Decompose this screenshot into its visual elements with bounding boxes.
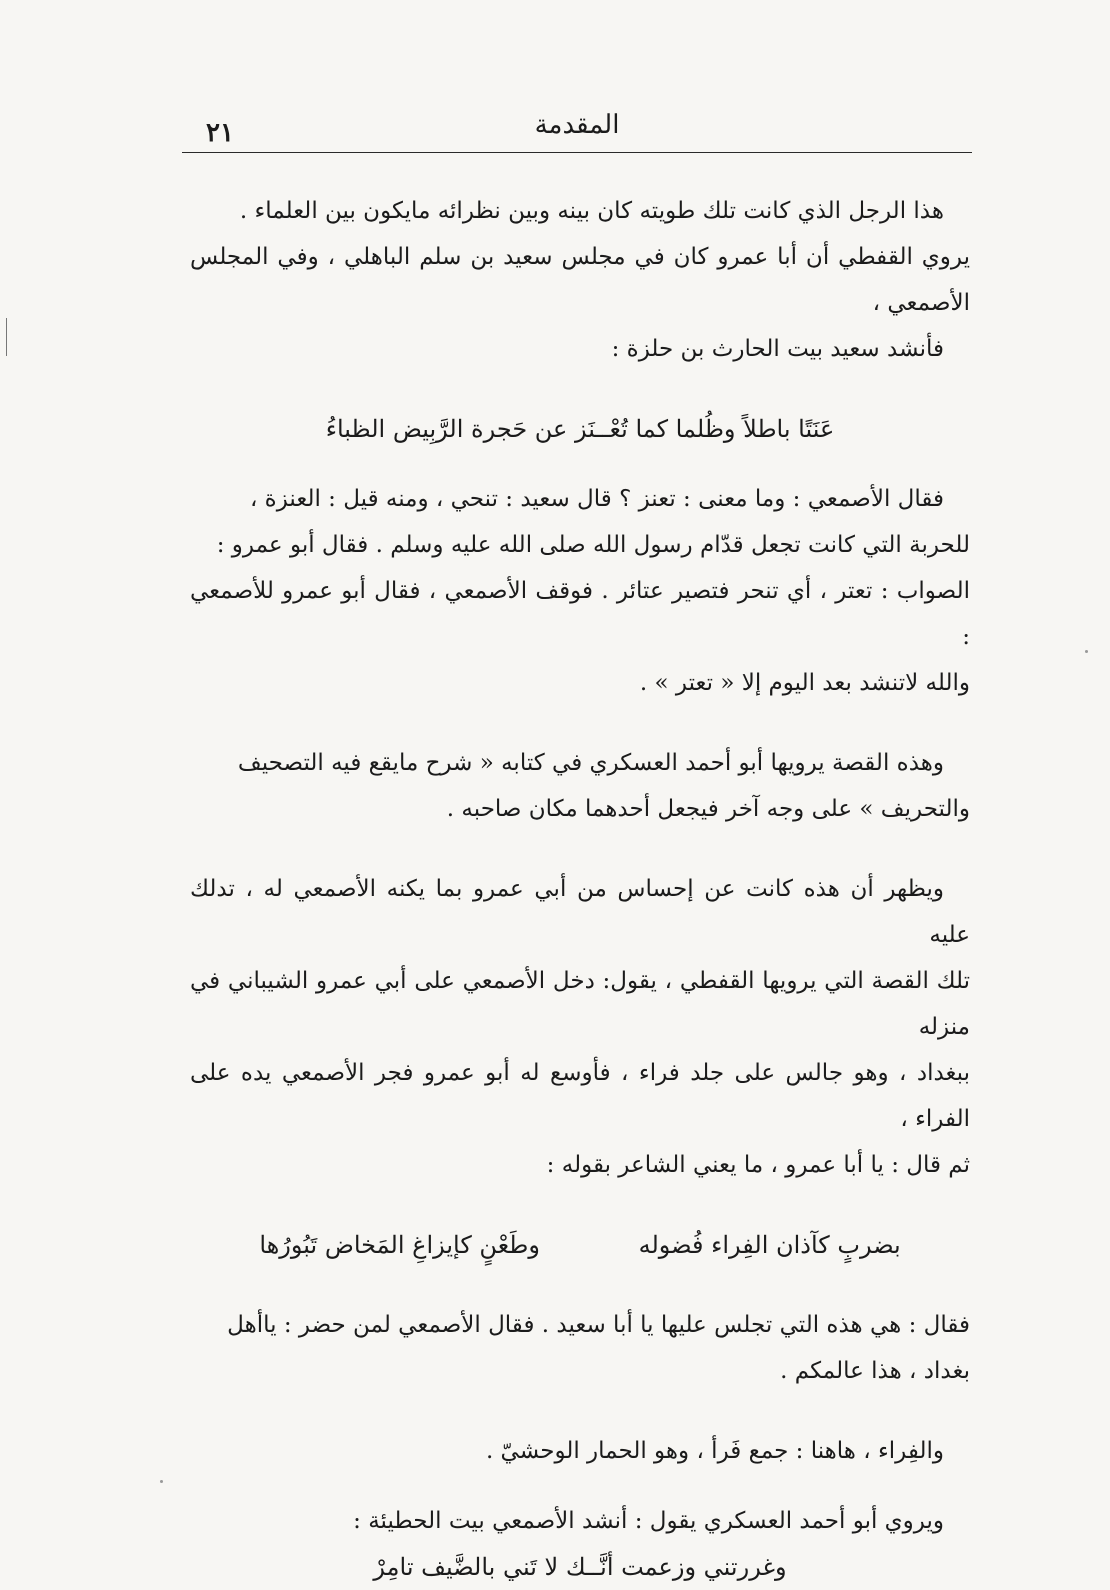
page-header [182, 100, 972, 153]
paragraph-line: والله لاتنشد بعد اليوم إلا « تعتر » . [639, 670, 970, 696]
paragraph-line: ببغداد ، وهو جالس على جلد فراء ، فأوسع له أبو عمرو فجر الأصمعي يده على الفراء ، [190, 1060, 970, 1132]
paragraph-line: والفِراء ، هاهنا : جمع فَرأ ، وهو الحمار الوحشيّ . [485, 1438, 944, 1464]
paragraph-line: ثم قال : يا أبا عمرو ، ما يعني الشاعر بقوله : [546, 1152, 970, 1178]
running-title: المقدمة [534, 110, 620, 140]
page-number: ٢١ [206, 118, 234, 148]
verse-hemistich-second: وطَعْنٍ كإيزاغِ المَخاض تَبُورُها [259, 1231, 540, 1259]
scan-speck [1085, 650, 1088, 653]
paragraph-line: والتحريف » على وجه آخر فيجعل أحدهما مكان صاحبه . [446, 796, 970, 822]
scan-edge-mark [6, 318, 7, 356]
paragraph-line: وهذه القصة يرويها أبو أحمد العسكري في كتابه « شرح مايقع فيه التصحيف [237, 750, 944, 776]
verse-line: عَنَتًا باطلاً وظُلما كما تُعْــنَز عن حَجرة الرَّبِيض الظباءُ [325, 415, 835, 443]
paragraph-line: فأنشد سعيد بيت الحارث بن حلزة : [611, 336, 944, 362]
paragraph-line: يروي القفطي أن أبا عمرو كان في مجلس سعيد بن سلم الباهلي ، وفي المجلس الأصمعي ، [190, 244, 970, 316]
paragraph-line: ويظهر أن هذه كانت عن إحساس من أبي عمرو بما يكنه الأصمعي له ، تدلك عليه [190, 876, 970, 948]
verse-hemistich-first: بضربٍ كآذان الفِراء فُضوله [638, 1231, 901, 1259]
paragraph-line: للحربة التي كانت تجعل قدّام رسول الله صلى الله عليه وسلم . فقال أبو عمرو : [216, 532, 970, 558]
paragraph-line: فقال الأصمعي : وما معنى : تعنز ؟ قال سعيد : تنحي ، ومنه قيل : العنزة ، [249, 486, 944, 512]
scan-speck [160, 1480, 163, 1483]
paragraph-line: هذا الرجل الذي كانت تلك طويته كان بينه وبين نظرائه مايكون بين العلماء . [239, 198, 944, 224]
paragraph-line: ويروي أبو أحمد العسكري يقول : أنشد الأصمعي بيت الحطيئة : [353, 1508, 944, 1534]
verse-couplet [190, 1222, 970, 1268]
verse-line: وغررتني وزعمت أنَّــك لا تَني بالضَّيف تامِرْ [373, 1553, 787, 1581]
paragraph-line: الصواب : تعتر ، أي تنحر فتصير عتائر . فوقف الأصمعي ، فقال أبو عمرو للأصمعي : [190, 578, 970, 650]
paragraph-line: بغداد ، هذا عالمكم . [780, 1358, 970, 1384]
paragraph-line: فقال : هي هذه التي تجلس عليها يا أبا سعيد . فقال الأصمعي لمن حضر : ياأهل [227, 1312, 970, 1338]
page-body [190, 188, 970, 1590]
paragraph-line: تلك القصة التي يرويها القفطي ، يقول: دخل الأصمعي على أبي عمرو الشيباني في منزله [190, 968, 970, 1040]
